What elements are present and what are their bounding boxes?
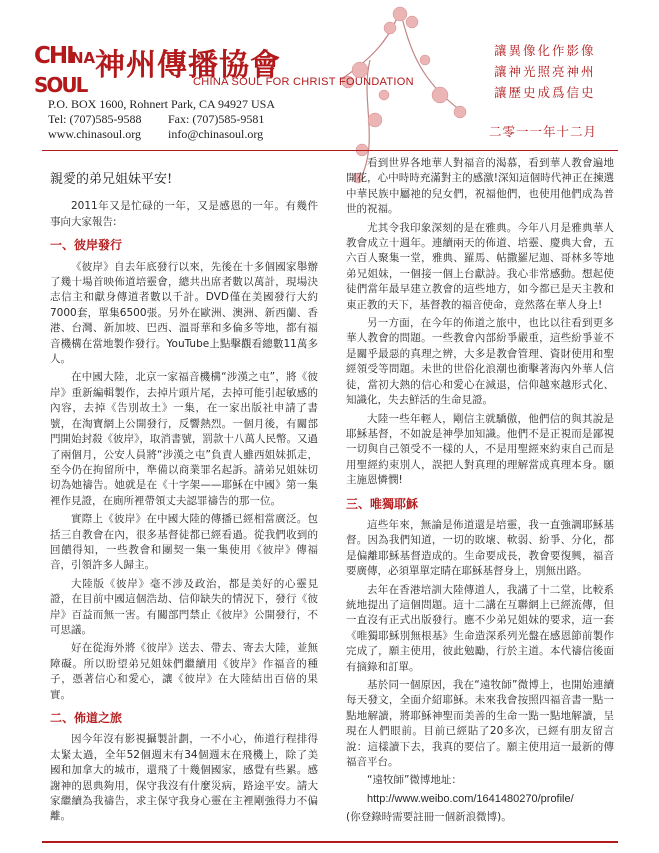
left-column <box>50 168 318 828</box>
motto-line: 讓神光照亮神州 <box>494 64 596 79</box>
paragraph: 《彼岸》自去年底發行以來，先後在十多個國家舉辦了幾十場首映佈道培靈會，總共出席者數以萬計，現場決志信主和獻身傳道者數以千計。DVD僅在美國發行大約7000套，單集6500張。另外在歐洲、澳洲、新西蘭、香港、台灣、新加坡、巴西、溫哥華和多倫多等地，都有福音機構在當地製作發行。YouTube上點擊觀看總數11萬多人。 <box>50 260 318 366</box>
intro-paragraph: 2011年又是忙碌的一年，又是感恩的一年。有幾件事向大家報告: <box>50 200 318 228</box>
address: P.O. BOX 1600, Rohnert Park, CA 94927 USA <box>48 97 276 111</box>
section-title: 二、佈道之旅 <box>50 711 123 725</box>
paragraph: 大陸版《彼岸》毫不涉及政治，都是美好的心靈見證，在目前中國這個浩劫、信仰缺失的情況下，發行《彼岸》百益而無一害。有關部門禁止《彼岸》公開發行，不可思議。 <box>50 577 318 636</box>
motto-line: 讓歷史成爲信史 <box>494 85 596 100</box>
paragraph: 尤其令我印象深刻的是在雅典。今年八月是雅典華人教會成立十週年。連續兩天的佈道、培靈、慶典大會，五六百人聚集一堂，雅典、羅馬、帖撒羅尼迦、哥林多等地弟兄姐妹，一個接一個上台獻詩。我心非常感動。想起使徒們當年最早建立教會的這些地方，如今都已是天主教和東正教的天下，基督教的福音使命，竟然落在華人身上! <box>346 221 614 311</box>
paragraph: 大陸一些年輕人，剛信主就驕傲，他們信的與其說是耶穌基督，不如說是神學加知識。他們不是正視而是鄙視一切與自己領受不一樣的人，不是用聖經來約束自己而是用聖經約束別人，誤把人對真理的理解當成真理本身。願主施恩憐憫! <box>346 412 614 487</box>
paragraph: 好在從海外將《彼岸》送去、帶去、寄去大陸，並無障礙。所以盼望弟兄姐妹們繼續用《彼岸》作福音的種子，憑著信心和愛心，讓《彼岸》在大陸結出百倍的果實。 <box>50 642 318 701</box>
right-column <box>346 156 614 829</box>
issue-date: 二零一一年十二月 <box>489 124 598 139</box>
weibo-label: “遠牧師”微博地址： <box>367 774 462 787</box>
footer-divider <box>42 841 618 843</box>
paragraph: 在中國大陸，北京一家福音機構“涉漢之屯”，將《彼岸》重新編輯製作，去掉片頭片尾，去掉可能引起敏感的內容，去掉《告別故土》一集，在一家出版社申請了書號，在淘寶網上公開發行，反響熱烈。一個月後，有關部門開始封殺《彼岸》，取消書號，罰款十八萬人民幣。又過了兩個月，公安人員將“涉漢之屯”負責人雖西姐妹抓走，至今仍在拘留所中，準備以商業罪名起訴。請弟兄姐妹切切為她禱告。她就是在《十字架——耶穌在中國》第一集裡作見證，在廁所裡帶領丈夫認罪禱告的那一位。 <box>50 371 318 507</box>
paragraph: 這些年來，無論是佈道還是培靈，我一直強調耶穌基督。因為我們知道，一切的敗壞、軟弱、紛爭、分化，都是偏離耶穌基督造成的。生命要成長，教會要復興，福音要廣傳，必須單單定睛在耶穌基督身上，別無出路。 <box>346 518 614 578</box>
org-name-english: CHINA SOUL FOR CHRIST FOUNDATION <box>193 76 414 88</box>
greeting: 親愛的弟兄姐妹平安! <box>50 172 173 187</box>
contact-block <box>48 97 275 142</box>
fax: Fax: (707)585-9581 <box>168 112 265 126</box>
telephone: Tel: (707)585-9588 <box>48 112 142 126</box>
china-soul-logo <box>33 38 96 97</box>
svg-text:NA: NA <box>71 49 96 67</box>
motto-line: 讓異像化作影像 <box>494 43 596 58</box>
section-title: 一、彼岸發行 <box>50 238 123 253</box>
motto <box>494 40 596 103</box>
paragraph: 實際上《彼岸》在中國大陸的傳播已經相當廣泛。包括三自教會在內，很多基督徒都已經看過。從我們收到的回饋得知，一些教會和團契一集一集使用《彼岸》傳福音，引領許多人歸主。 <box>50 513 318 572</box>
website-link[interactable]: www.chinasoul.org <box>48 127 141 141</box>
org-name-chinese: 神州傳播協會 <box>95 48 281 83</box>
section-title: 三、唯獨耶穌 <box>346 496 419 511</box>
paragraph: 看到世界各地華人對福音的渴慕，看到華人教會遍地開花，心中時時充滿對主的感激!深知這個時代神正在揀選中華民族中屬祂的兒女們，祝福他們，也使用他們成為普世的祝福。 <box>346 157 614 216</box>
svg-text:CHI: CHI <box>34 43 73 69</box>
paragraph: 去年在香港培訓大陸傳道人，我講了十二堂，比較系統地提出了這個問題。這十二講在互聯網上已經流傳，但一直沒有正式出版發行。應不少弟兄姐妹的要求，這一套《唯獨耶穌別無根基》生命造深系列光盤在感恩節前製作完成了，願主使用，彼此勉勵，行於主道。本代禱信後面有摘錄和訂單。 <box>346 583 614 673</box>
header-divider <box>42 150 618 151</box>
email-link[interactable]: info@chinasoul.org <box>168 127 264 141</box>
paragraph: 另一方面，在今年的佈道之旅中，也比以往看到更多華人教會的問題。一些教會內部紛爭嚴重，這些紛爭並不是關乎最惡的真理之辨，大多是教會管理、資財使用和聖經領受等問題。未世的世俗化浪潮也衝擊著海內外華人信徒，當初大熱的信心和愛心在減退，信仰越來越形式化、知識化，失去鮮活的生命見證。 <box>346 317 614 407</box>
weibo-note: (你登錄時需要註冊一個新浪微博)。 <box>346 811 512 824</box>
paragraph: 基於同一個原因，我在“遠牧師”微博上，也開始連續每天發文，全面介紹耶穌。未來我會按照四福音書一點一點地解讀，將耶穌神聖而美善的生命一點一點地解讀，呈現在人們眼前。目前已經貼了20多次，已經有朋友留言說：這樣讀下去，我真的要信了。願主使用這一最新的傳福音平台。 <box>346 679 614 769</box>
weibo-link[interactable]: http://www.weibo.com/1641480270/profile/ <box>367 792 574 805</box>
svg-text:SOUL: SOUL <box>34 73 87 97</box>
paragraph: 因今年沒有影視攝製計劃，一不小心，佈道行程排得太緊太過，全年52個週末有34個週末在飛機上，除了美國和加拿大的城市，還飛了十幾個國家，感覺有些累。感謝神的恩典夠用，保守我沒有什麼災病，路途平安。請大家繼續為我禱告，求主保守我身心靈在主裡剛強得力不偏離。 <box>50 733 318 823</box>
